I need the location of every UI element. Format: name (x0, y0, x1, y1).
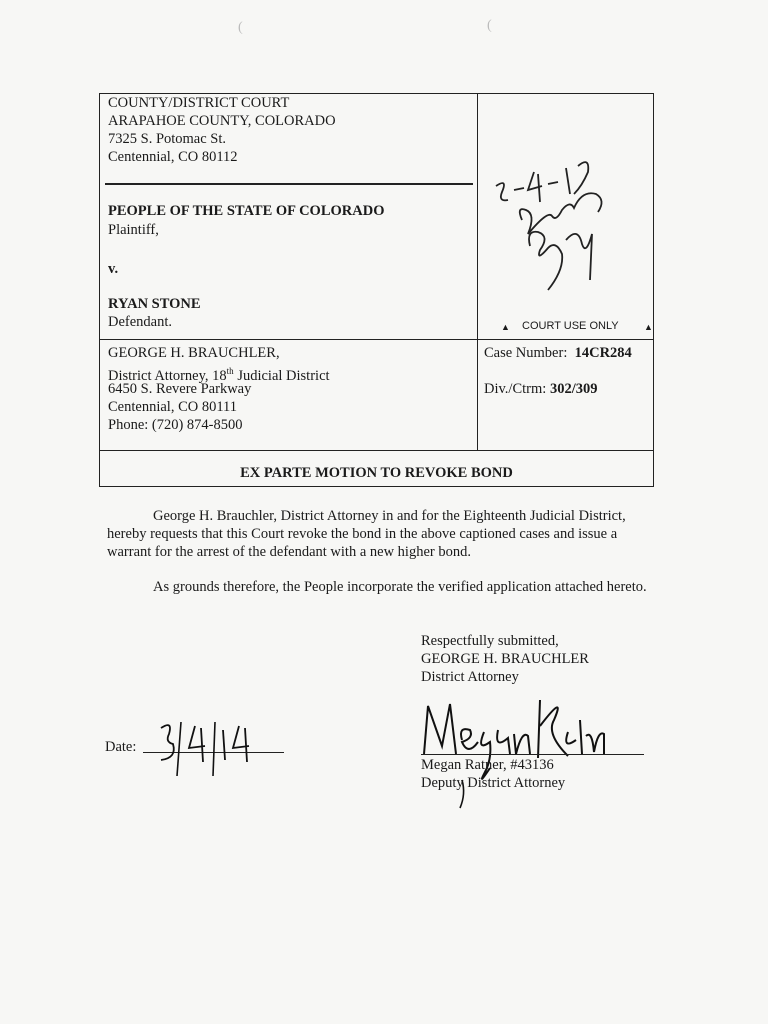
plaintiff-role: Plaintiff, (108, 222, 159, 238)
scan-artifact: ( (238, 20, 243, 35)
closing: Respectfully submitted, (421, 633, 559, 649)
deputy-title: Deputy District Attorney (421, 775, 566, 791)
defendant-name: RYAN STONE (108, 296, 201, 312)
plaintiff-name: PEOPLE OF THE STATE OF COLORADO (108, 203, 385, 219)
court-use-label: COURT USE ONLY (522, 320, 619, 332)
court-street: 7325 S. Potomac St. (108, 131, 227, 147)
triangle-up-icon: ▲ (644, 322, 653, 332)
division-courtroom: Div./Ctrm: 302/309 (484, 381, 598, 397)
signer-name: GEORGE H. BRAUCHLER (421, 651, 589, 667)
triangle-up-icon: ▲ (501, 322, 510, 332)
case-number: Case Number: 14CR284 (484, 345, 632, 361)
attorney-street: 6450 S. Revere Parkway (108, 381, 252, 397)
scan-artifact: ( (487, 18, 492, 33)
attorney-phone: Phone: (720) 874-8500 (108, 417, 243, 433)
attorney-name: GEORGE H. BRAUCHLER, (108, 345, 280, 361)
granted-stamp-signature (478, 150, 618, 300)
attorney-city: Centennial, CO 80111 (108, 399, 238, 415)
deputy-name: Megan Ratner, #43136 (421, 757, 554, 773)
signer-title: District Attorney (421, 669, 519, 685)
deputy-signature (418, 690, 608, 810)
body-paragraph-2: As grounds therefore, the People incorporate the verified application attached hereto. (153, 579, 647, 595)
court-city: Centennial, CO 80112 (108, 149, 238, 165)
court-name: COUNTY/DISTRICT COURT (108, 95, 290, 111)
body-paragraph-1: George H. Brauchler, District Attorney in and for the Eighteenth Judicial District, hereby requests that this Court revoke the bond in the above captioned cases and issue a warrant for the arrest of the defendant with a new higher bond. (107, 508, 626, 560)
attorney-title: District Attorney, 18th Judicial District (108, 366, 330, 384)
court-county: ARAPAHOE COUNTY, COLORADO (108, 113, 336, 129)
signature-line (421, 754, 644, 755)
versus: v. (108, 261, 119, 277)
date-label: Date: (105, 739, 137, 755)
document-title: EX PARTE MOTION TO REVOKE BOND (240, 465, 513, 481)
handwritten-date (155, 718, 255, 780)
defendant-role: Defendant. (108, 314, 173, 330)
